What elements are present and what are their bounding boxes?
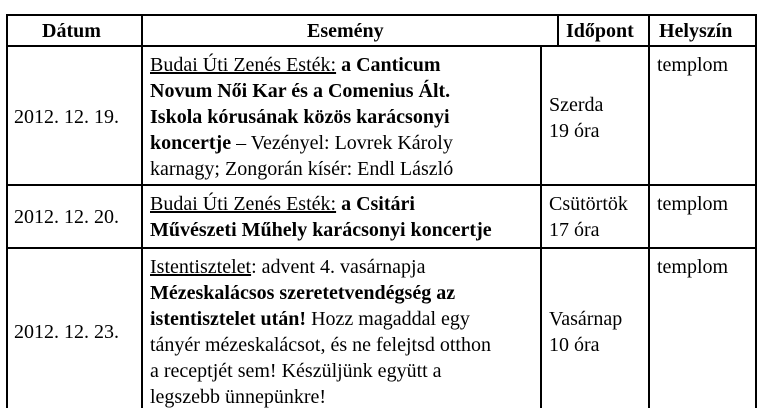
table-row-divider (6, 45, 757, 47)
row2-time-hour: 17 óra (549, 219, 600, 241)
row3-time-day: Vasárnap (549, 308, 623, 330)
row3-date: 2012. 12. 23. (14, 321, 119, 343)
header-event: Esemény (307, 20, 384, 42)
row1-place: templom (657, 54, 729, 76)
event-series-link[interactable]: Budai Úti Zenés Esték: (150, 54, 337, 76)
table-border-top (6, 14, 757, 16)
table-col-divider (648, 14, 650, 408)
row3-time-hour: 10 óra (549, 334, 600, 356)
table-col-divider-header (557, 14, 559, 47)
table-row-divider (6, 184, 757, 186)
row1-event-line1: Budai Úti Zenés Esték: a Canticum (150, 54, 441, 76)
table-col-divider (540, 45, 542, 408)
row3-event-line3: istentisztelet után! Hozz magaddal egy (150, 308, 470, 330)
event-series-link[interactable]: Budai Úti Zenés Esték: (150, 193, 337, 215)
row3-event-line2: Mézeskalácsos szeretetvendégség az (150, 282, 456, 304)
row2-event-line2: Művészeti Műhely karácsonyi koncertje (150, 219, 492, 241)
row3-event-line4: tányér mézeskalácsot, és ne felejtsd otthon (150, 334, 491, 356)
header-place: Helyszín (659, 20, 733, 42)
row1-date: 2012. 12. 19. (14, 106, 119, 128)
row1-event-line3: Iskola kórusának közös karácsonyi (150, 106, 450, 128)
row1-event-line5: karnagy; Zongorán kísér: Endl László (150, 158, 454, 180)
row3-event-line1: Istentisztelet: advent 4. vasárnapja (150, 256, 426, 278)
table-col-divider (141, 14, 143, 408)
row1-time-hour: 19 óra (549, 120, 600, 142)
row1-event-line4: koncertje – Vezényel: Lovrek Károly (150, 132, 453, 154)
row2-time-day: Csütörtök (549, 193, 628, 215)
header-date: Dátum (42, 20, 101, 42)
table-border-right (755, 14, 757, 408)
row3-event-line5: a receptjét sem! Készüljünk együtt a (150, 360, 442, 382)
header-time: Időpont (566, 20, 634, 42)
row1-event-line2: Novum Női Kar és a Comenius Ált. (150, 80, 451, 102)
row3-place: templom (657, 256, 729, 278)
row2-event-line1: Budai Úti Zenés Esték: a Csitári (150, 193, 415, 215)
table-row-divider (6, 247, 757, 249)
row3-event-line6: legszebb ünnepünkre! (150, 386, 327, 408)
row2-place: templom (657, 193, 729, 215)
service-link[interactable]: Istentisztelet (150, 256, 252, 278)
table-border-left (6, 14, 8, 408)
row2-date: 2012. 12. 20. (14, 206, 119, 228)
row1-time-day: Szerda (549, 94, 604, 116)
